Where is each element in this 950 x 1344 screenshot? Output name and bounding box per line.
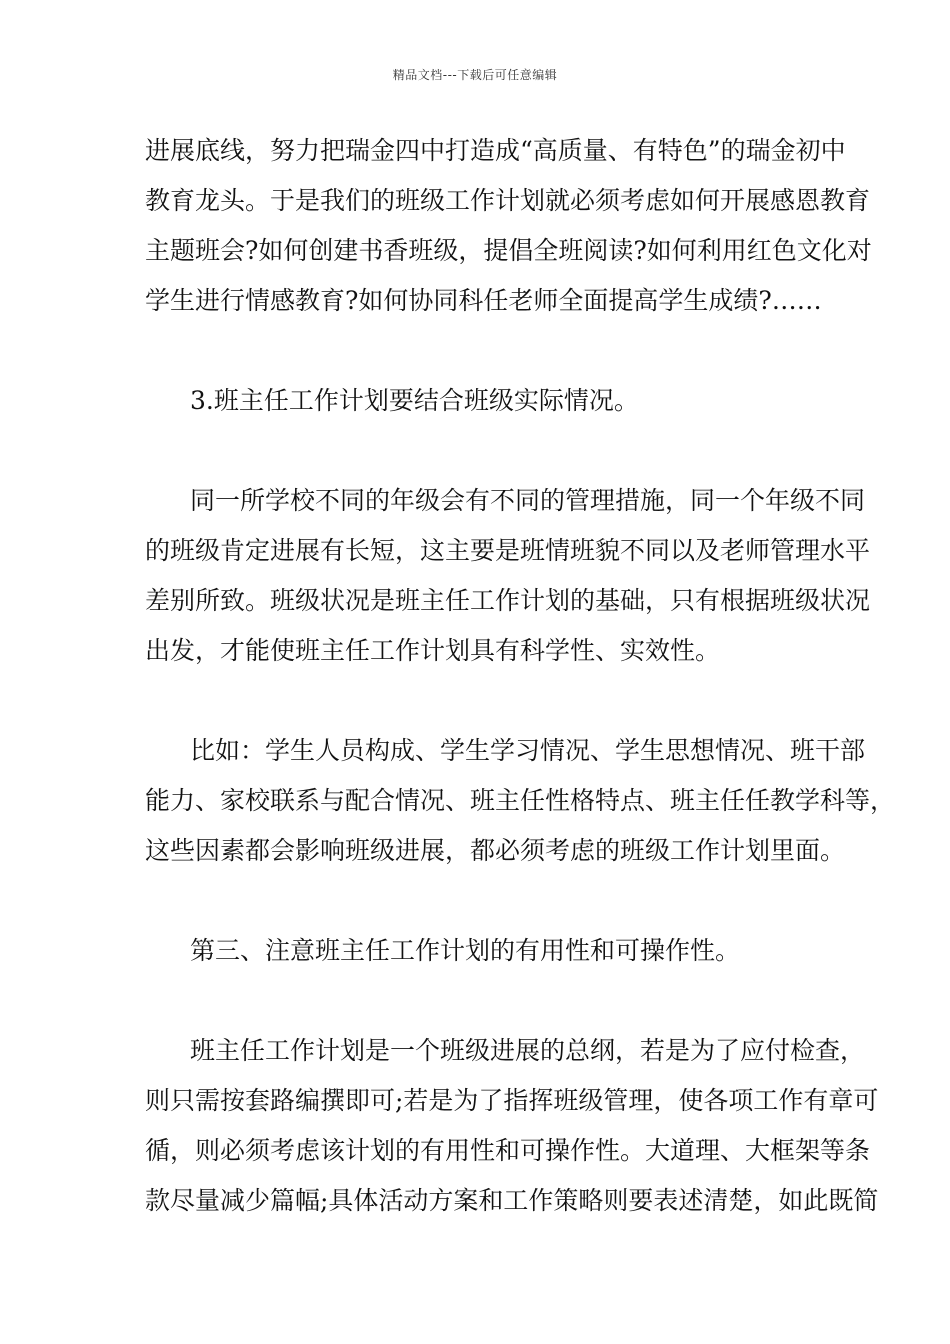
paragraph-3-line-3: 这些因素都会影响班级进展，都必须考虑的班级工作计划里面。 — [145, 836, 846, 865]
paragraph-2-line-2: 的班级肯定进展有长短，这主要是班情班貌不同以及老师管理水平 — [145, 536, 871, 565]
paragraph-1-line-2: 教育龙头。于是我们的班级工作计划就必须考虑如何开展感恩教育 — [145, 186, 871, 215]
paragraph-1-line-4: 学生进行情感教育?如何协同科任老师全面提高学生成绩?…… — [145, 286, 822, 315]
paragraph-1-line-3: 主题班会?如何创建书香班级，提倡全班阅读?如何利用红色文化对 — [145, 236, 872, 265]
paragraph-3-line-2: 能力、家校联系与配合情况、班主任性格特点、班主任任教学科等， — [145, 786, 896, 815]
paragraph-2-line-4: 出发，才能使班主任工作计划具有科学性、实效性。 — [145, 636, 721, 665]
paragraph-2-line-1: 同一所学校不同的年级会有不同的管理措施，同一个年级不同 — [190, 486, 866, 515]
section-heading-3: 3.班主任工作计划要结合班级实际情况。 — [190, 386, 639, 415]
paragraph-3-line-1: 比如：学生人员构成、学生学习情况、学生思想情况、班干部 — [190, 736, 866, 765]
paragraph-4-line-3: 循，则必须考虑该计划的有用性和可操作性。大道理、大框架等条 — [145, 1136, 871, 1165]
paragraph-1-line-1: 进展底线，努力把瑞金四中打造成“高质量、有特色”的瑞金初中 — [145, 136, 846, 165]
paragraph-4-line-2: 则只需按套路编撰即可;若是为了指挥班级管理，使各项工作有章可 — [145, 1086, 879, 1115]
paragraph-4-line-1: 班主任工作计划是一个班级进展的总纲，若是为了应付检查， — [190, 1036, 866, 1065]
paragraph-4-line-4: 款尽量减少篇幅;具体活动方案和工作策略则要表述清楚，如此既简 — [145, 1186, 879, 1215]
section-heading-third: 第三、注意班主任工作计划的有用性和可操作性。 — [190, 936, 741, 965]
page-header: 精品文档---下载后可任意编辑 — [392, 68, 558, 82]
paragraph-2-line-3: 差别所致。班级状况是班主任工作计划的基础，只有根据班级状况 — [145, 586, 871, 615]
